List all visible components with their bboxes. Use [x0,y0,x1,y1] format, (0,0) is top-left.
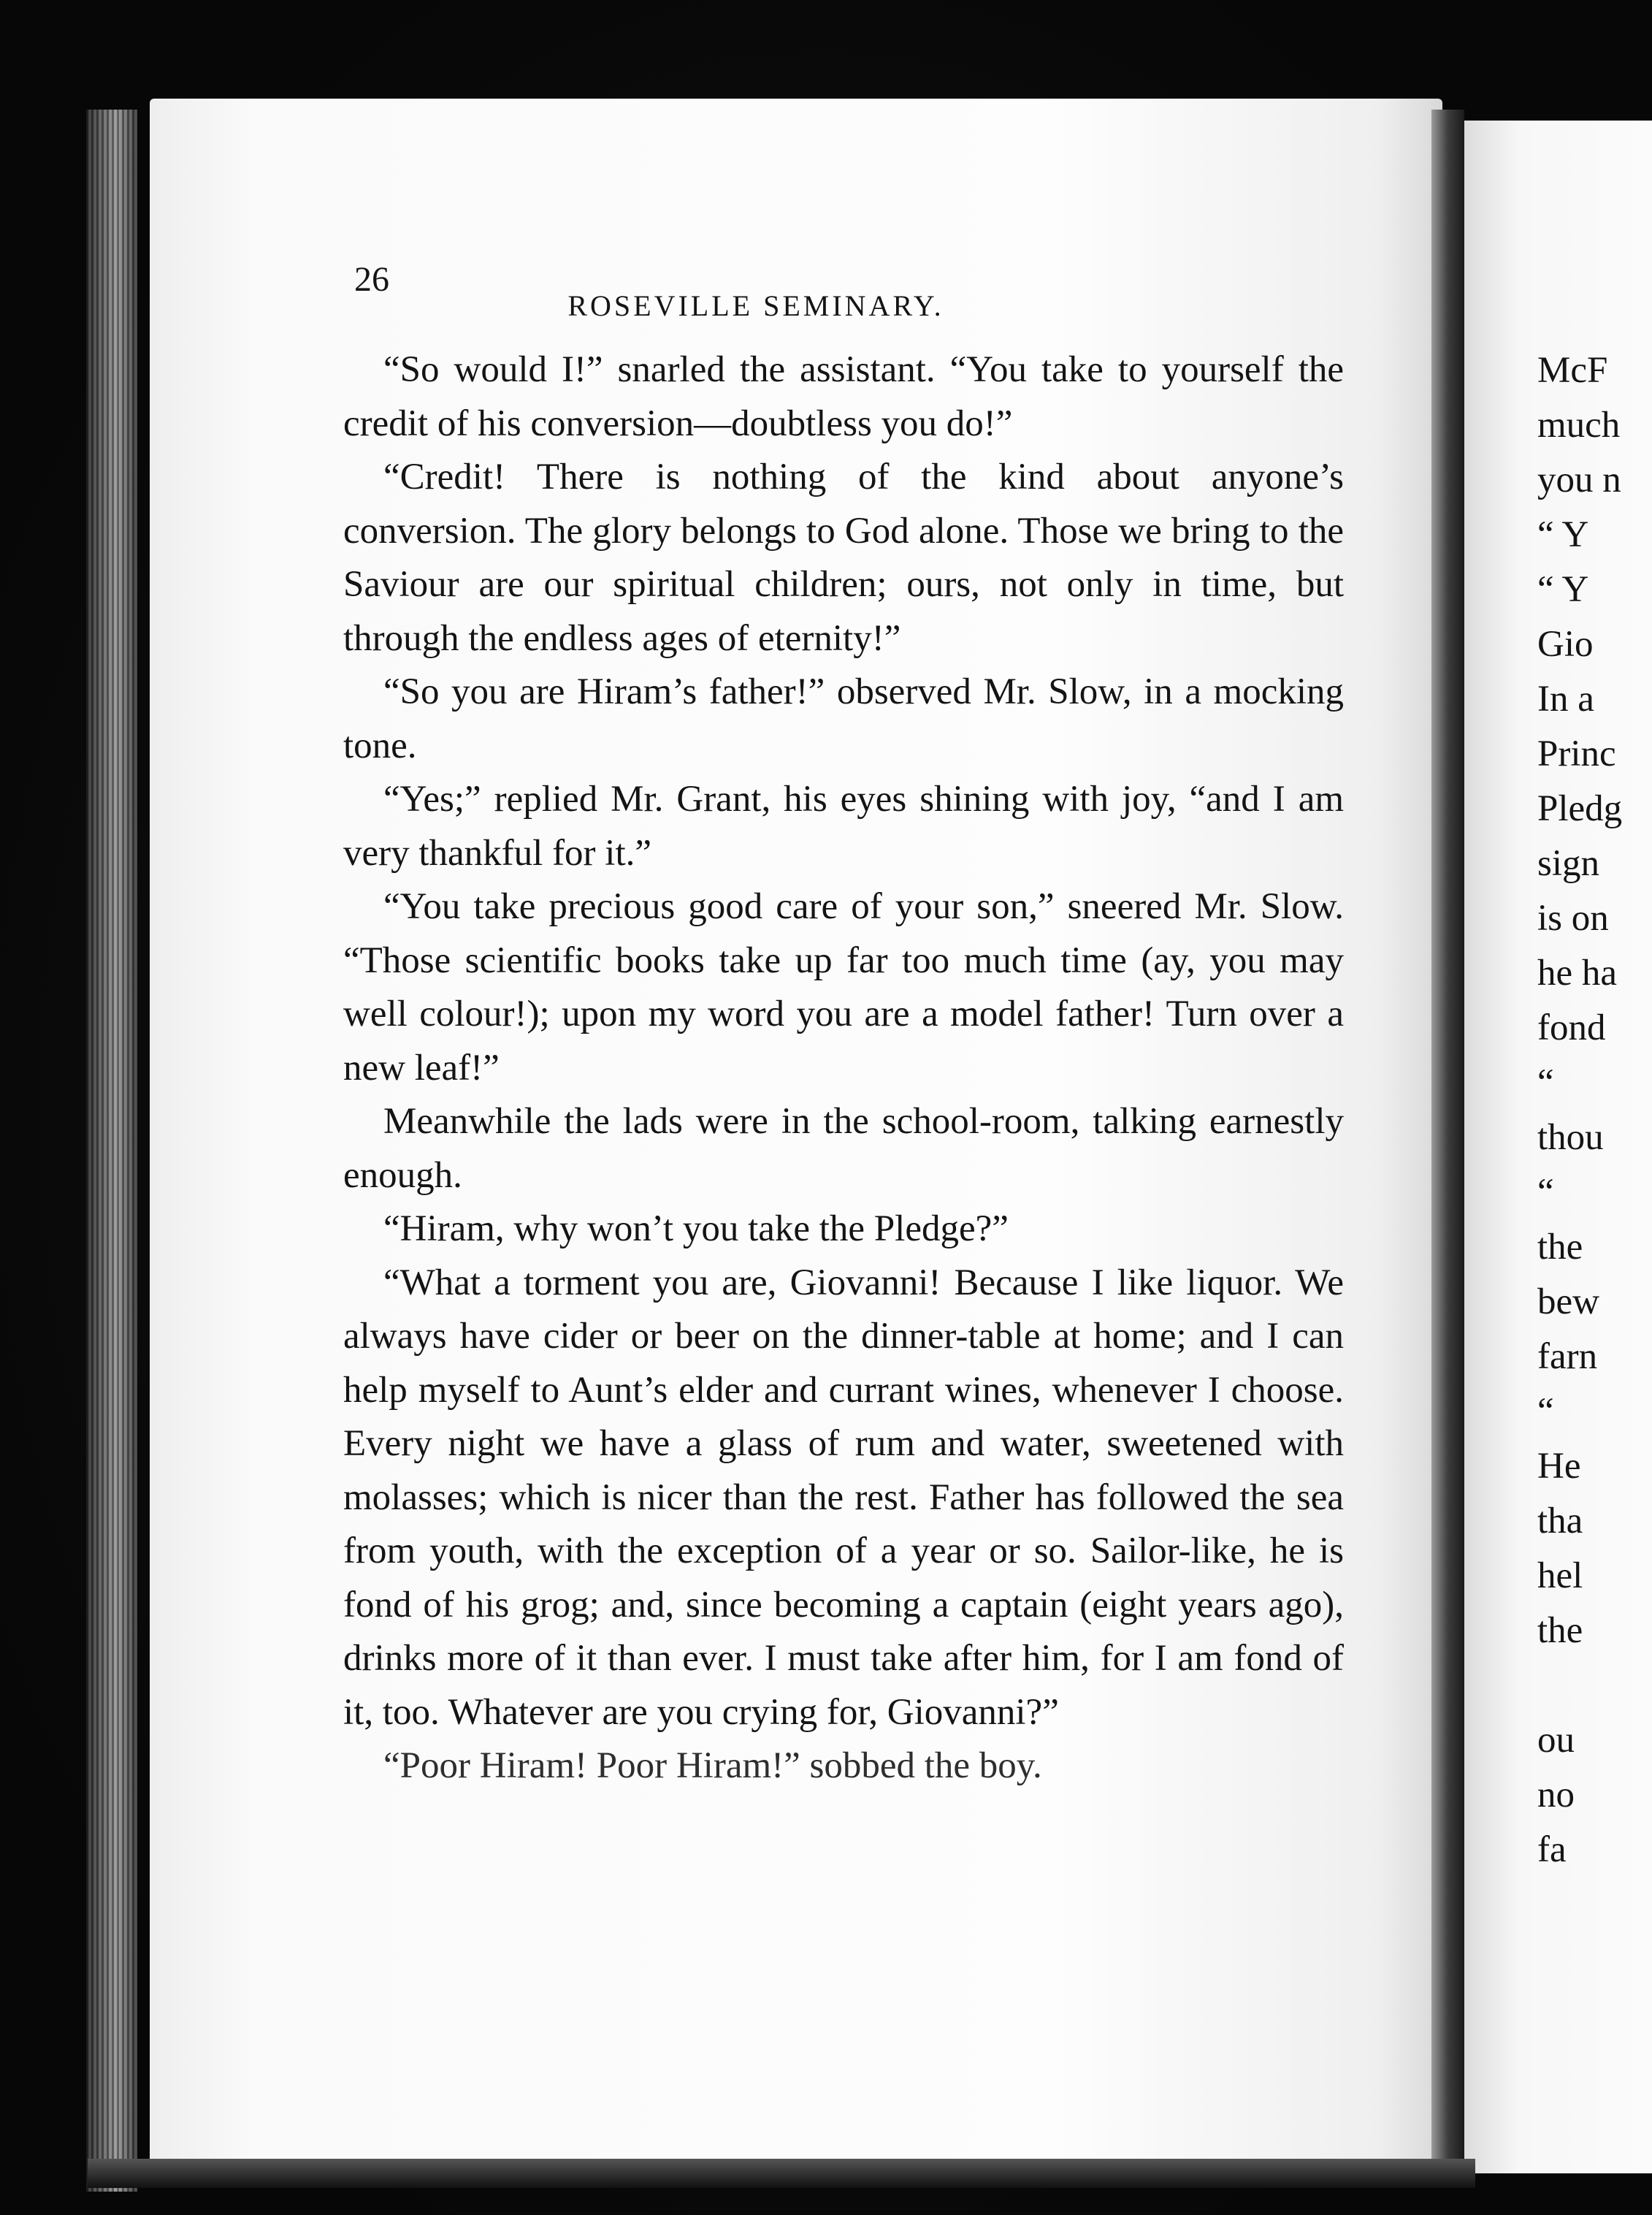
facing-line: he ha [1537,953,1618,994]
facing-line: Gio [1537,624,1594,665]
facing-line: “ Y [1537,569,1589,610]
paragraph: “You take precious good care of your son,” sneered Mr. Slow. “Those scientific books take up far too much time (ay, you may well colour!); upon my word you are a model father! Turn over a new leaf!” [343,886,1344,1089]
facing-line: In a [1537,679,1594,720]
paragraph: “So would I!” snarled the assistant. “You take to yourself the credit of his conversion—doubtless you do!” [343,349,1344,444]
page-number: 26 [354,260,389,299]
page-body [343,343,1344,1793]
facing-line: much [1537,405,1621,446]
facing-line: sign [1537,843,1600,884]
facing-line: “ Y [1537,514,1589,555]
facing-line: “ [1537,1172,1554,1213]
facing-line: thou [1537,1117,1604,1158]
paragraph: “So you are Hiram’s father!” observed Mr. Slow, in a mocking tone. [343,671,1344,766]
facing-line: the [1537,1227,1583,1267]
page-edges [86,110,137,2192]
facing-line: you n [1537,460,1621,500]
facing-line: no [1537,1774,1575,1815]
facing-page-text [1537,343,1652,1877]
facing-line: the [1537,1610,1583,1651]
facing-line: Princ [1537,733,1616,774]
paragraph: Meanwhile the lads were in the school-room, talking earnestly enough. [343,1101,1344,1196]
facing-line: “ [1537,1391,1554,1432]
paragraph: “Hiram, why won’t you take the Pledge?” [383,1208,1009,1249]
paragraph: “Yes;” replied Mr. Grant, his eyes shining with joy, “and I am very thankful for it.” [343,779,1344,874]
facing-line: fa [1537,1829,1567,1870]
facing-line: bew [1537,1281,1599,1322]
facing-line [1537,1658,1652,1713]
facing-line: fond [1537,1007,1606,1048]
facing-line: Pledg [1537,788,1623,829]
running-head: ROSEVILLE SEMINARY. [567,289,944,322]
facing-line: ou [1537,1720,1575,1761]
page-bottom-shadow [88,2159,1475,2188]
paragraph: “Credit! There is nothing of the kind about anyone’s conversion. The glory belongs to God alone. Those we bring to the Saviour are our spiritual children; ours, not only in time, but through the endless ages of eternity!” [343,457,1344,659]
book-gutter [1431,110,1464,2170]
paragraph: “What a torment you are, Giovanni! Because I like liquor. We always have cider or beer on the dinner-table at home; and I can help myself to Aunt’s elder and currant wines, whenever I choose. Every night we have a glass of rum and water, sweetened with molasses; which is nicer than the rest. Father has followed the sea from youth, with the exception of a year or so. Sailor-like, he is fond of his grog; and, since becoming a captain (eight years ago), drinks more of it than ever. I must take after him, for I am fond of it, too. Whatever are you crying for, Giovanni?” [343,1262,1344,1733]
facing-line: “ [1537,1062,1554,1103]
facing-line: is on [1537,898,1609,939]
facing-line: He [1537,1446,1581,1487]
facing-line: tha [1537,1501,1583,1541]
facing-line: hel [1537,1555,1583,1596]
paragraph: “Poor Hiram! Poor Hiram!” sobbed the boy. [383,1745,1042,1786]
facing-line: farn [1537,1336,1598,1377]
facing-line: McF [1537,350,1608,391]
